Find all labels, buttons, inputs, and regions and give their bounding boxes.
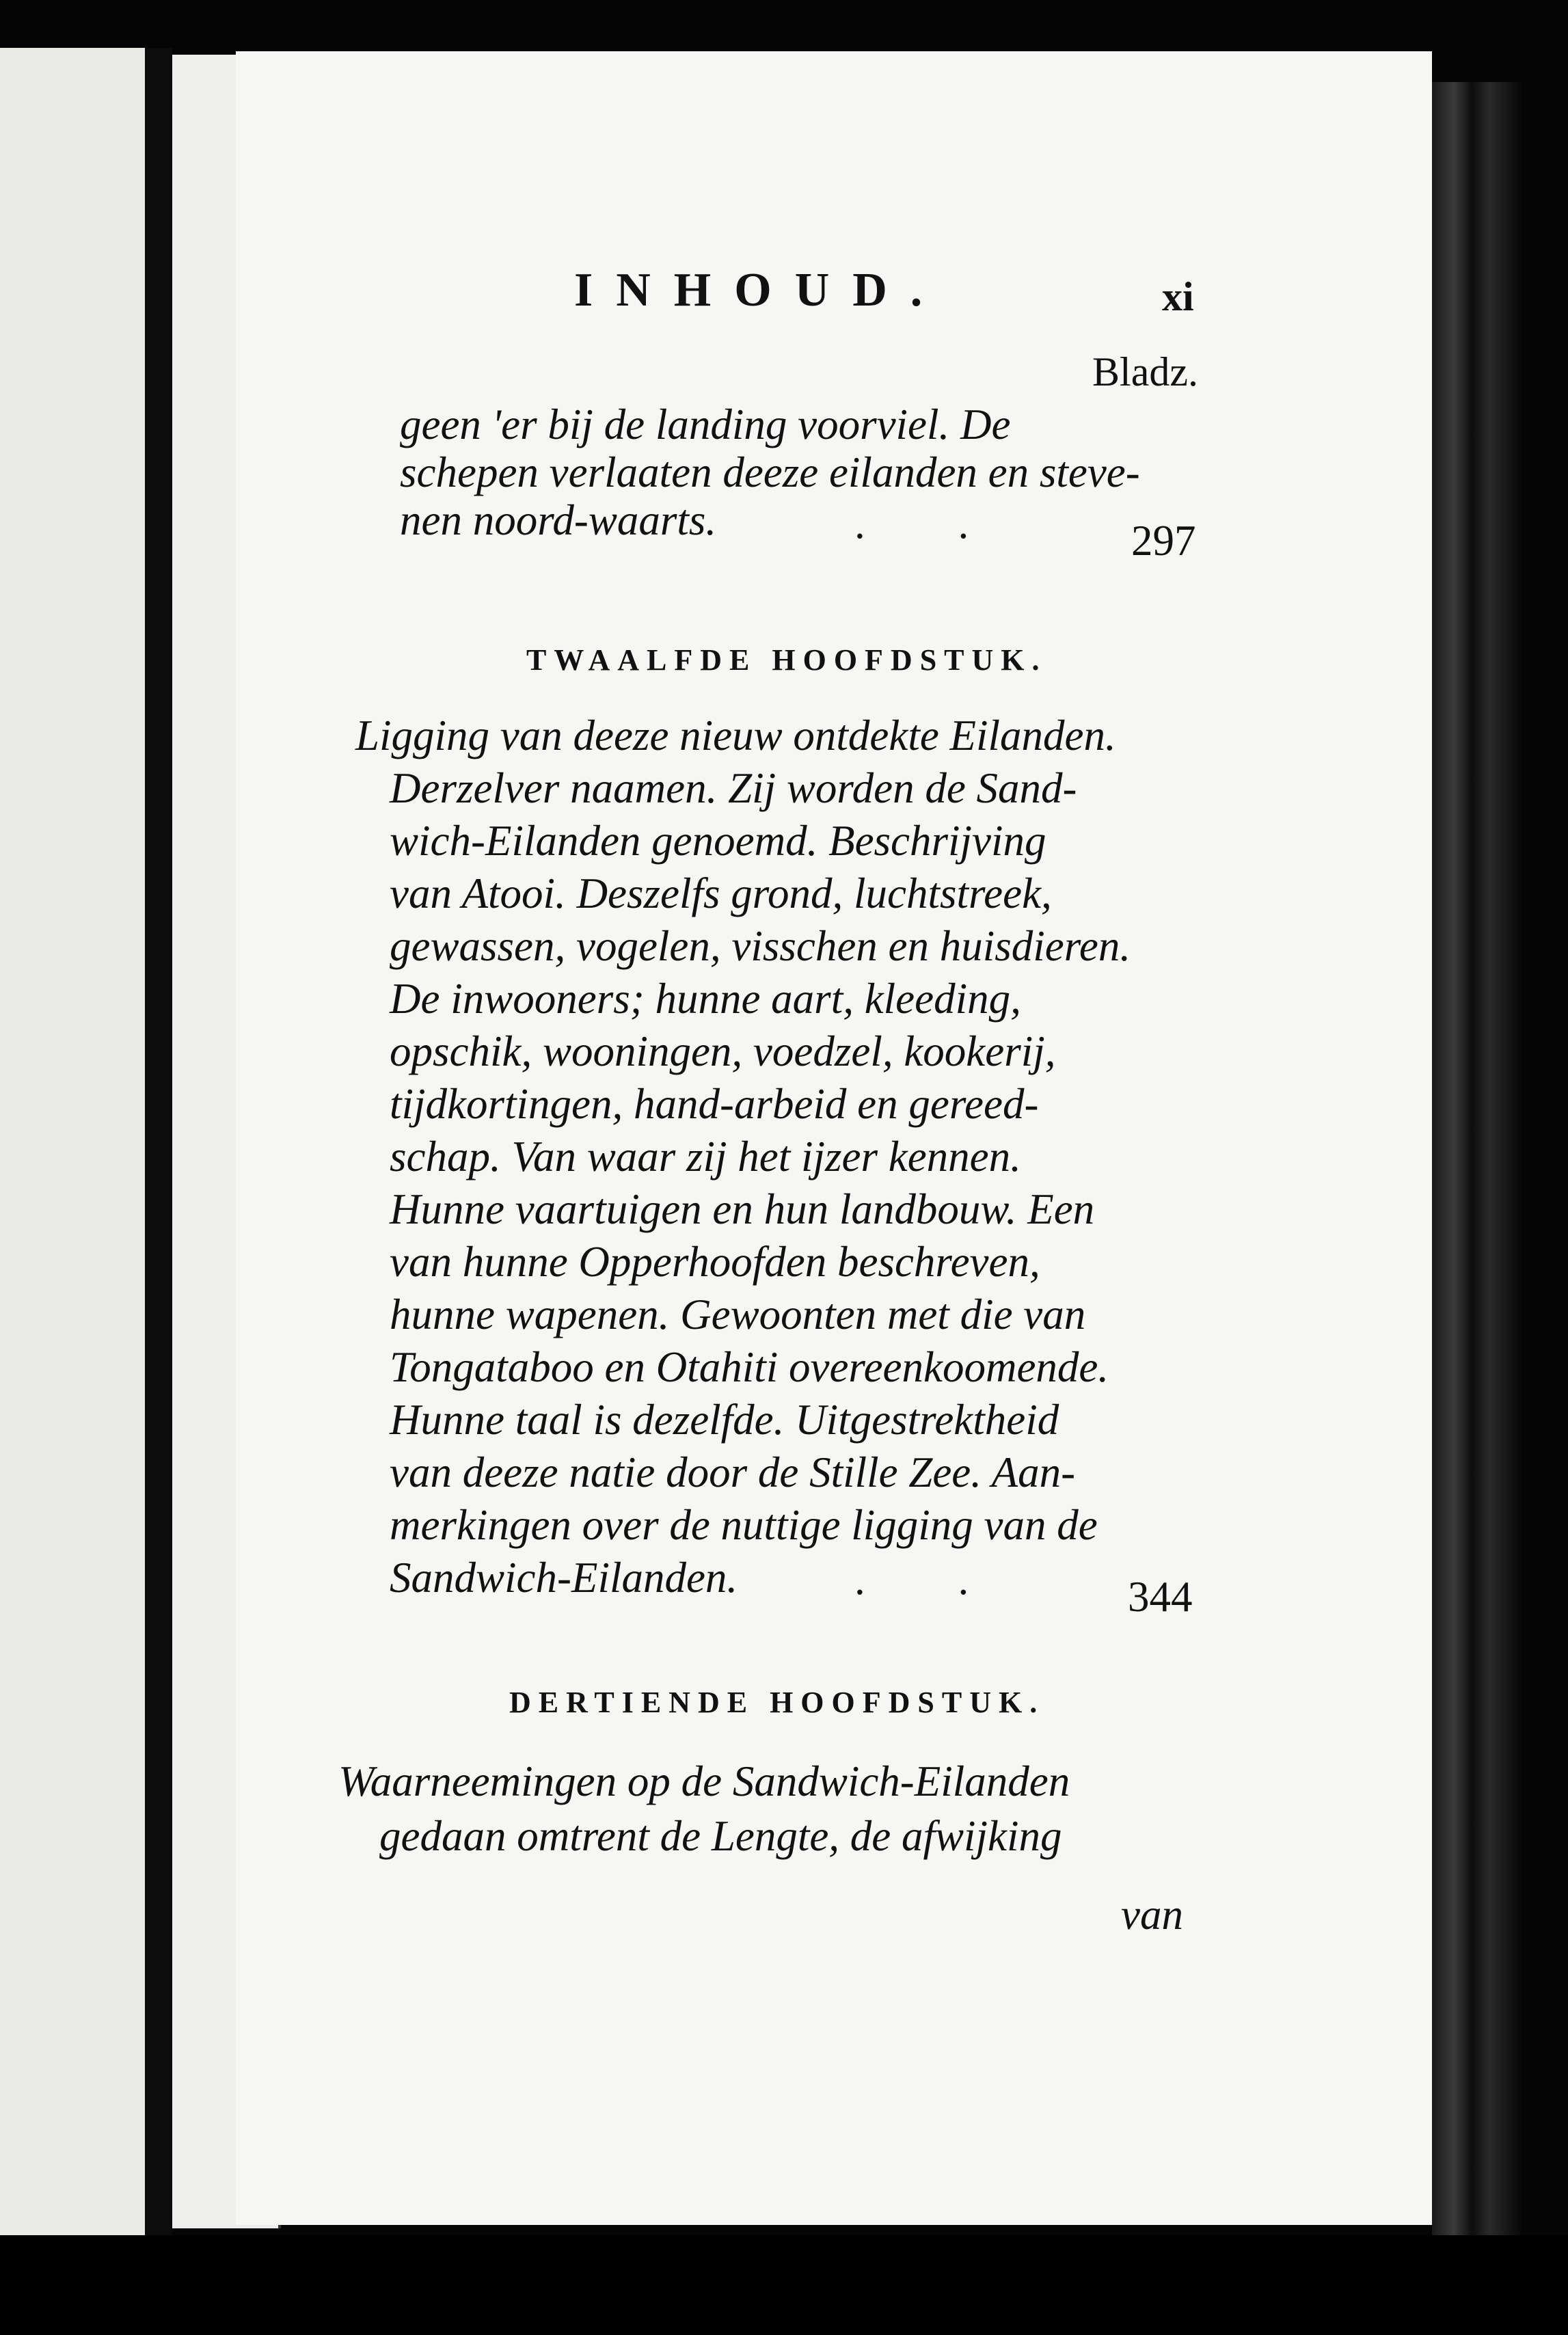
entry-line: nen noord-waarts.: [400, 496, 717, 544]
entry-line: geen 'er bij de landing voorviel. De: [400, 401, 1011, 448]
entry-line: gewassen, vogelen, visschen en huisdieren.: [390, 922, 1131, 970]
entry-line: Hunne taal is dezelfde. Uitgestrektheid: [390, 1396, 1059, 1444]
entry-line: Derzelver naamen. Zij worden de Sand-: [390, 764, 1077, 812]
page-title: INHOUD.: [574, 264, 946, 316]
facing-page-edge: [0, 48, 163, 2235]
entry-line: opschik, wooningen, voedzel, kookerij,: [390, 1027, 1056, 1075]
entry-line: Ligging van deeze nieuw ontdekte Eilanden.: [355, 712, 1116, 759]
entry-line: Tongataboo en Otahiti overeenkoomende.: [390, 1343, 1109, 1391]
entry-line: tijdkortingen, hand-arbeid en gereed-: [390, 1080, 1039, 1128]
entry-line: Waarneemingen op de Sandwich-Eilanden: [338, 1757, 1070, 1805]
chapter-heading: TWAALFDE HOOFDSTUK.: [526, 643, 1047, 677]
entry-line: De inwooners; hunne aart, kleeding,: [390, 975, 1021, 1023]
chapter-heading: DERTIENDE HOOFDSTUK.: [509, 1686, 1045, 1719]
entry-line: gedaan omtrent de Lengte, de afwijking: [379, 1812, 1062, 1860]
page-number: xi: [1162, 274, 1194, 319]
catchword: van: [1121, 1891, 1183, 1939]
dot-leaders: . .: [854, 1556, 1010, 1604]
entry-line: hunne wapenen. Gewoonten met die van: [390, 1291, 1086, 1338]
entry-line: van hunne Opperhoofden beschreven,: [390, 1238, 1040, 1286]
column-label: Bladz.: [1092, 349, 1198, 394]
entry-line: van Atooi. Deszelfs grond, luchtstreek,: [390, 869, 1052, 917]
page-block-edge: [1432, 82, 1521, 2249]
entry-line: van deeze natie door de Stille Zee. Aan-: [390, 1448, 1076, 1496]
entry-line: merkingen over de nuttige ligging van de: [390, 1501, 1098, 1549]
entry-line: wich-Eilanden genoemd. Beschrijving: [390, 817, 1046, 865]
entry-line: schepen verlaaten deeze eilanden en steve-: [400, 448, 1140, 496]
entry-line: Hunne vaartuigen en hun landbouw. Een: [390, 1185, 1095, 1233]
entry-line: schap. Van waar zij het ijzer kennen.: [390, 1133, 1021, 1180]
book-gutter: [145, 48, 172, 2235]
entry-line: Sandwich-Eilanden.: [390, 1554, 738, 1602]
entry-page-number: 297: [1131, 517, 1196, 565]
entry-page-number: 344: [1128, 1573, 1193, 1621]
dot-leaders: . .: [854, 500, 1010, 548]
bottom-shadow: [0, 2235, 1568, 2335]
